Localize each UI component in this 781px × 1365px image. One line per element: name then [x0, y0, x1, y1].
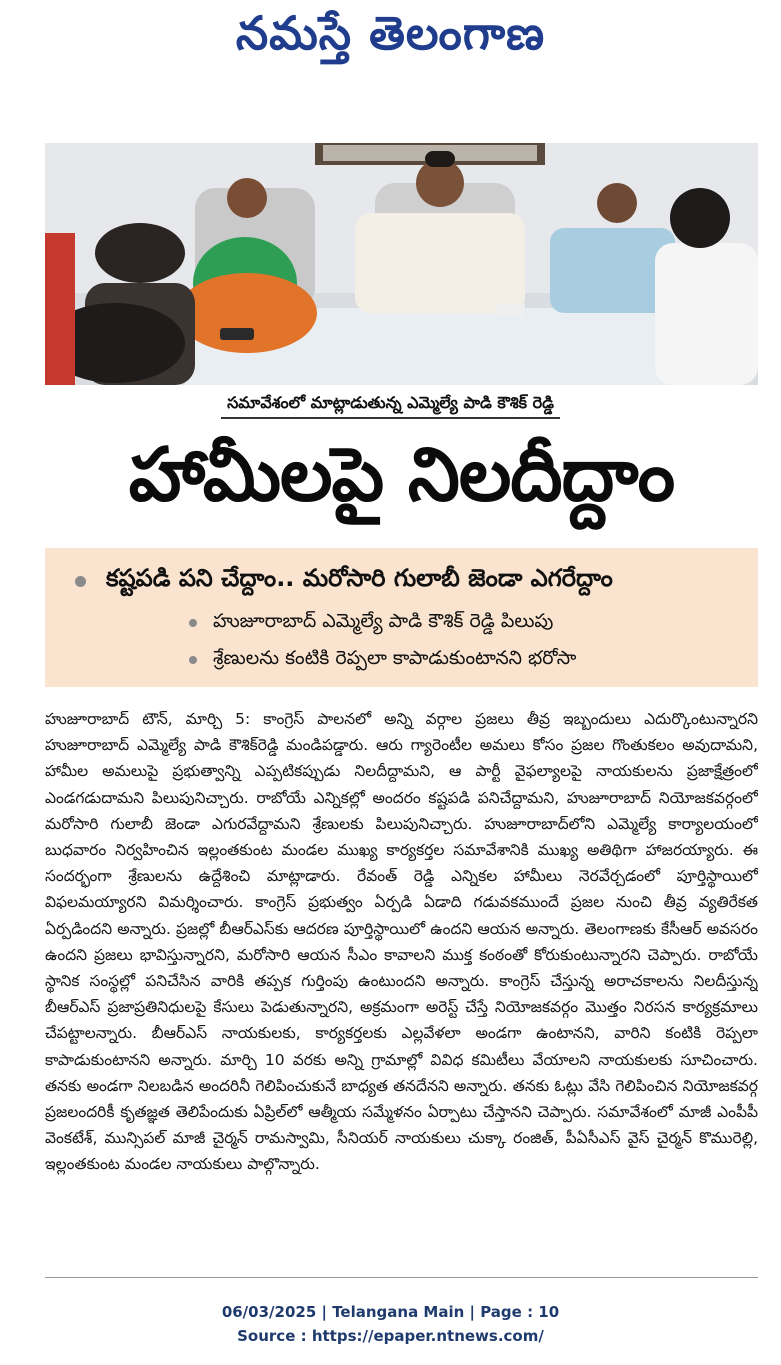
headline [45, 428, 758, 540]
highlight-item-3 [189, 644, 576, 676]
highlight-item-2 [189, 607, 553, 639]
footer-date-edition: 06/03/2025 | Telangana Main | Page : 10 [221, 1303, 560, 1321]
highlight-text-main: కష్టపడి పని చేద్దాం.. మరోసారి గులాబీ జెండా ఎగరేద్దాం [106, 564, 613, 592]
newspaper-title: నమస్తే తెలంగాణ [235, 6, 546, 60]
bullet-icon [189, 656, 197, 664]
footer-divider [45, 1277, 758, 1278]
article-body: హుజూరాబాద్ టౌన్, మార్చి 5: కాంగ్రెస్ పాలనలో అన్ని వర్గాల ప్రజలు తీవ్ర ఇబ్బందులు ఎదుర్కొంటున్నారని హుజూరాబాద్ ఎమ్మెల్యే పాడి కౌశిక్‌రెడ్డి మండిపడ్డారు. ఆరు గ్యారెంటీల అమలు కోసం ప్రజల గొంతుకలం అవుదామని, హామీల అమలుపై ప్రభుత్వాన్ని ఎప్పటికప్పుడు నిలదీద్దామని, ఆ పార్టీ వైఫల్యాలపై నాయకులను ప్రజాక్షేత్రంలో ఎండగడుదామని పిలుపునిచ్చారు. రాబోయే ఎన్నికల్లో అందరం కష్టపడి పనిచేద్దామని, హుజూరాబాద్ నియోజకవర్గంలో మరోసారి గులాబీ జెండా ఎగురవేద్దామని శ్రేణులకు పిలుపునిచ్చారు. హుజూరాబాద్‌లోని ఎమ్మెల్యే కార్యాలయంలో బుధవారం నిర్వహించిన ఇల్లంతకుంట మండల ముఖ్య కార్యకర్తల సమావేశానికి ముఖ్య అతిథిగా హాజరయ్యారు. ఈ సందర్భంగా శ్రేణులను ఉద్దేశించి మాట్లాడారు. రేవంత్ రెడ్డి ఎన్నికల హామీలు నెరవేర్చడంలో పూర్తిస్థాయిలో విఫలమయ్యారని విమర్శించారు. కాంగ్రెస్ ప్రభుత్వం ఏర్పడి ఏడాది గడువకముందే ప్రజల నుంచి తీవ్ర వ్యతిరేకత ఏర్పడిందని అన్నారు. ప్రజల్లో బీఆర్ఎస్‌కు ఆదరణ పూర్తిస్థాయిలో ఉందని ఆయన అన్నారు. తెలంగాణకు కేసీఆర్ అవసరం ఉందని ప్రజలు భావిస్తున్నారని, మరోసారి ఆయన సీఎం కావాలని ముక్త కంఠంతో కోరుకుంటున్నారని చెప్పారు. రాబోయే స్థానిక సంస్థల్లో పనిచేసిన వారికి తప్పక గుర్తింపు ఉంటుందని అన్నారు. కాంగ్రెస్ చేస్తున్న అరాచకాలను నిలదీస్తున్న బీఆర్ఎస్ ప్రజాప్రతినిధులపై కేసులు పెడుతున్నారని, అక్రమంగా అరెస్ట్ చేస్తే నియోజకవర్గం మొత్తం నిరసన కార్యక్రమాలు చేపట్టాలన్నారు. బీఆర్ఎస్ నాయకులకు, కార్యకర్తలకు ఎల్లవేళలా అండగా ఉంటానని, వారిని కంటికి రెప్పలా కాపాడుకుంటానని అన్నారు. మార్చి 10 వరకు అన్ని గ్రామాల్లో వివిధ కమిటీలు వేయాలని నాయకులకు సూచించారు. తనకు అండగా నిలబడిన అందరినీ గెలిపించుకునే బాధ్యత తనదేనని అన్నారు. తనకు ఓట్లు వేసి గెలిపించిన నియోజకవర్గ ప్రజలందరికీ కృతజ్ఞత తెలిపేందుకు ఏప్రిల్‌లో ఆత్మీయ సమ్మేళనం ఏర్పాటు చేస్తానని చెప్పారు. సమావేశంలో మాజీ ఎంపీపీ వెంకటేశ్, మున్సిపల్ మాజీ చైర్మన్ రామస్వామి, సీనియర్ నాయకులు చుక్కా రంజిత్, పీఏసీఎస్ వైస్ చైర్మన్ కొమురెల్లి, ఇల్లంతకుంట మండల నాయకులు పాల్గొన్నారు. [45, 710, 758, 1174]
masthead [0, 0, 781, 78]
meeting-photo-illustration [45, 143, 758, 385]
headline-text: హామీలపై నిలదీద్దాం [128, 432, 675, 518]
meeting-photo [45, 143, 758, 385]
bullet-icon [189, 619, 197, 627]
highlight-text-3: శ్రేణులను కంటికి రెప్పలా కాపాడుకుంటానని భరోసా [213, 646, 577, 669]
photo-caption [0, 391, 781, 421]
highlights-box [45, 548, 758, 687]
highlight-item-main [75, 562, 613, 600]
footer-source: Source : https://epaper.ntnews.com/ [237, 1327, 544, 1345]
footer [0, 1300, 781, 1348]
photo-caption-text: సమావేశంలో మాట్లాడుతున్న ఎమ్మెల్యే పాడి కౌశిక్ రెడ్డి [221, 393, 560, 419]
highlight-text-2: హుజూరాబాద్ ఎమ్మెల్యే పాడి కౌశిక్ రెడ్డి పిలుపు [213, 609, 554, 632]
bullet-icon [75, 576, 86, 587]
